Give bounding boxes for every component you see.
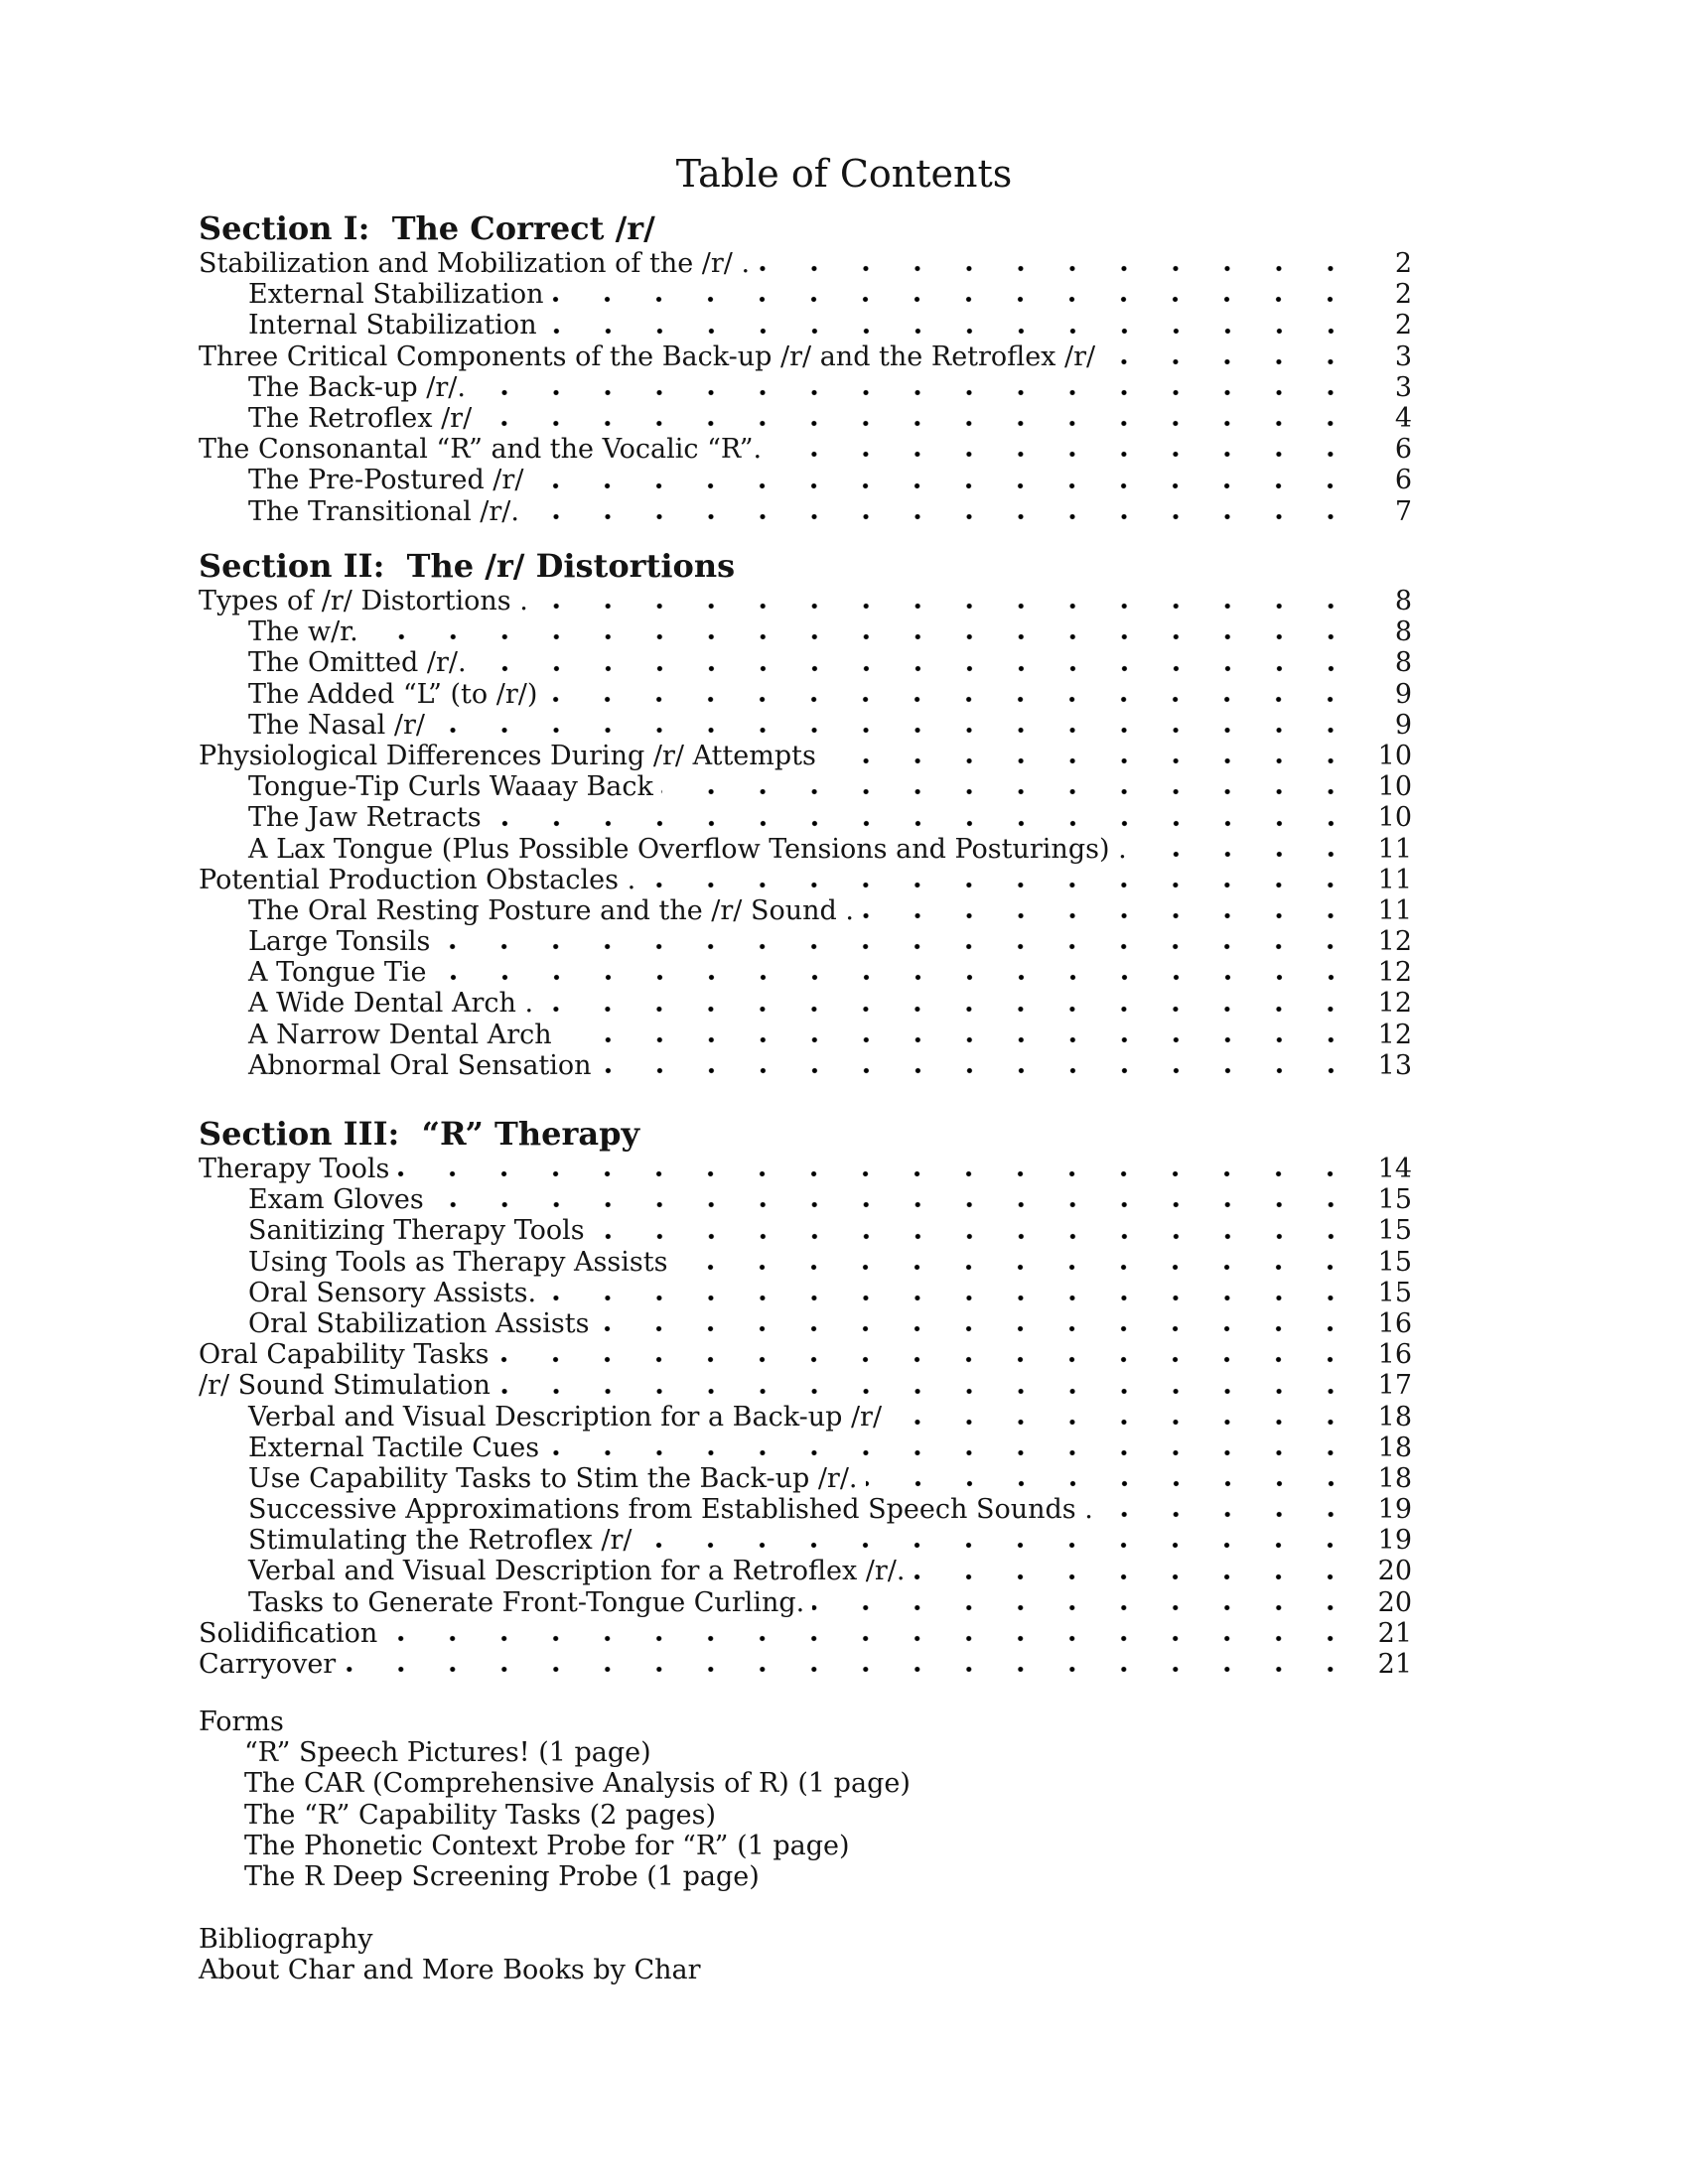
toc-entry bbox=[199, 1587, 1412, 1618]
toc-entry-label: Three Critical Components of the Back-up /r/ and the Retroflex /r/ bbox=[199, 341, 1096, 372]
toc-entry bbox=[199, 248, 1412, 279]
dot-leader bbox=[490, 802, 1356, 833]
toc-entry-page: 13 bbox=[1377, 1049, 1412, 1081]
toc-entry bbox=[199, 1525, 1412, 1556]
toc-entry-page: 7 bbox=[1394, 495, 1412, 527]
dot-leader bbox=[1103, 341, 1356, 372]
toc-entry bbox=[199, 802, 1412, 833]
toc-entry-label: A Wide Dental Arch . bbox=[248, 988, 534, 1020]
dot-leader bbox=[600, 1050, 1356, 1081]
form-item: The Phonetic Context Probe for “R” (1 page) bbox=[244, 1830, 850, 1861]
toc-section-3 bbox=[199, 1114, 1412, 1680]
toc-entry-label: External Stabilization bbox=[248, 279, 544, 311]
toc-entry bbox=[199, 926, 1412, 957]
toc-entry-label: Successive Approximations from Established Speech Sounds . bbox=[248, 1494, 1093, 1526]
dot-leader bbox=[544, 1278, 1356, 1308]
toc-entry-page: 16 bbox=[1377, 1339, 1412, 1371]
dot-leader bbox=[498, 1370, 1356, 1401]
toc-entry-label: Stimulating the Retroflex /r/ bbox=[248, 1525, 633, 1557]
toc-entry-page: 8 bbox=[1394, 647, 1412, 679]
toc-entry bbox=[199, 679, 1412, 710]
dot-leader bbox=[639, 1525, 1356, 1556]
toc-entry-label: Types of /r/ Distortions . bbox=[199, 586, 528, 616]
toc-entry bbox=[199, 1020, 1412, 1050]
toc-entry bbox=[199, 988, 1412, 1019]
toc-entry-page: 11 bbox=[1377, 894, 1412, 926]
footer-block bbox=[199, 1924, 1412, 1985]
toc-entry-label: The Jaw Retracts bbox=[248, 802, 482, 834]
toc-entry-page: 20 bbox=[1377, 1586, 1412, 1618]
toc-section-2 bbox=[199, 546, 1412, 1081]
toc-entry bbox=[199, 1618, 1412, 1649]
toc-entry-label: Abnormal Oral Sensation bbox=[248, 1049, 592, 1081]
toc-entry bbox=[199, 1370, 1412, 1401]
toc-entry-label: Large Tonsils bbox=[248, 926, 431, 958]
dot-leader bbox=[597, 1308, 1356, 1339]
toc-entry-label: A Tongue Tie bbox=[248, 957, 427, 989]
form-item: The R Deep Screening Probe (1 page) bbox=[244, 1861, 760, 1893]
toc-entry bbox=[199, 1402, 1412, 1433]
section-1-heading: Section I: The Correct /r/ bbox=[199, 209, 655, 247]
toc-entry-page: 11 bbox=[1377, 864, 1412, 895]
dot-leader bbox=[531, 465, 1356, 495]
toc-entry-page: 8 bbox=[1394, 616, 1412, 648]
dot-leader bbox=[661, 771, 1356, 802]
section-2-heading: Section II: The /r/ Distortions bbox=[199, 547, 736, 585]
toc-entry-label: /r/ Sound Stimulation bbox=[199, 1370, 491, 1402]
toc-entry-page: 12 bbox=[1377, 926, 1412, 958]
toc-entry-label: Oral Sensory Assists. bbox=[248, 1277, 537, 1308]
toc-entry-page: 20 bbox=[1377, 1556, 1412, 1587]
toc-entry-page: 15 bbox=[1377, 1184, 1412, 1216]
dot-leader bbox=[397, 1154, 1356, 1184]
toc-entry bbox=[199, 1247, 1412, 1278]
dot-leader bbox=[536, 586, 1356, 616]
toc-entry-page: 19 bbox=[1377, 1525, 1412, 1557]
toc-entry-page: 18 bbox=[1377, 1462, 1412, 1494]
dot-leader bbox=[675, 1247, 1356, 1278]
dot-leader bbox=[913, 1556, 1356, 1586]
toc-entry bbox=[199, 586, 1412, 616]
toc-entry-label: Therapy Tools bbox=[199, 1154, 390, 1184]
toc-entry-label: The Back-up /r/. bbox=[248, 371, 466, 403]
dot-leader bbox=[433, 710, 1356, 741]
toc-entry-page: 11 bbox=[1377, 833, 1412, 865]
toc-entry-page: 2 bbox=[1394, 279, 1412, 311]
dot-leader bbox=[541, 988, 1356, 1019]
toc-entry bbox=[199, 647, 1412, 678]
toc-entry-page: 12 bbox=[1377, 1019, 1412, 1050]
toc-entry-page: 9 bbox=[1394, 678, 1412, 710]
dot-leader bbox=[1101, 1494, 1356, 1525]
toc-entry-label: Potential Production Obstacles . bbox=[199, 864, 636, 895]
toc-entry-label: A Lax Tongue (Plus Possible Overflow Tensions and Posturings) . bbox=[248, 833, 1127, 865]
toc-entry-page: 6 bbox=[1394, 465, 1412, 496]
form-item: The CAR (Comprehensive Analysis of R) (1 page) bbox=[244, 1768, 911, 1800]
form-item: “R” Speech Pictures! (1 page) bbox=[244, 1737, 651, 1769]
toc-rows-section-2 bbox=[199, 586, 1412, 1081]
dot-leader bbox=[593, 1215, 1356, 1246]
toc-entry-page: 3 bbox=[1394, 341, 1412, 372]
dot-leader bbox=[545, 310, 1356, 341]
toc-entry bbox=[199, 1649, 1412, 1680]
toc-entry-page: 21 bbox=[1377, 1617, 1412, 1649]
dot-leader bbox=[480, 403, 1356, 434]
toc-entry-label: Oral Capability Tasks bbox=[199, 1339, 490, 1371]
toc-entry-label: Oral Stabilization Assists bbox=[248, 1307, 590, 1339]
dot-leader bbox=[435, 957, 1357, 988]
dot-leader bbox=[758, 248, 1356, 279]
dot-leader bbox=[344, 1649, 1356, 1680]
toc-entry bbox=[199, 865, 1412, 895]
toc-entry-label: Solidification bbox=[199, 1617, 378, 1649]
toc-entry bbox=[199, 1556, 1412, 1586]
dot-leader bbox=[527, 496, 1356, 527]
dot-leader bbox=[812, 1587, 1356, 1618]
footer-line: About Char and More Books by Char bbox=[199, 1955, 701, 1986]
dot-leader bbox=[866, 1463, 1356, 1494]
toc-entry-label: The Added “L” (to /r/) bbox=[248, 678, 538, 710]
dot-leader bbox=[385, 1618, 1356, 1649]
toc-entry-label: Verbal and Visual Description for a Retroflex /r/. bbox=[248, 1556, 906, 1587]
toc-entry-page: 19 bbox=[1377, 1494, 1412, 1526]
toc-entry-page: 15 bbox=[1377, 1215, 1412, 1247]
toc-entry-label: The Consonantal “R” and the Vocalic “R”. bbox=[199, 434, 763, 466]
toc-entry bbox=[199, 279, 1412, 310]
toc-section-1 bbox=[199, 208, 1412, 527]
toc-entry bbox=[199, 496, 1412, 527]
toc-entry-page: 21 bbox=[1377, 1649, 1412, 1680]
toc-entry-page: 2 bbox=[1394, 310, 1412, 341]
toc-entry bbox=[199, 1154, 1412, 1184]
dot-leader bbox=[547, 1433, 1356, 1463]
toc-entry-page: 10 bbox=[1377, 740, 1412, 771]
toc-entry-label: Tongue-Tip Curls Waaay Back bbox=[248, 771, 653, 803]
toc-entry bbox=[199, 1215, 1412, 1246]
toc-entry-label: Internal Stabilization bbox=[248, 310, 537, 341]
toc-entry bbox=[199, 1463, 1412, 1494]
toc-entry-label: The Transitional /r/. bbox=[248, 495, 519, 527]
toc-entry bbox=[199, 1494, 1412, 1525]
forms-block bbox=[199, 1706, 1412, 1892]
footer-line: Bibliography bbox=[199, 1924, 373, 1955]
toc-entry-label: A Narrow Dental Arch bbox=[248, 1019, 552, 1050]
toc-rows-section-1 bbox=[199, 248, 1412, 527]
dot-leader bbox=[560, 1020, 1356, 1050]
toc-entry-page: 6 bbox=[1394, 434, 1412, 466]
toc-entry bbox=[199, 1339, 1412, 1370]
toc-entry-page: 9 bbox=[1394, 709, 1412, 741]
toc-entry-label: Tasks to Generate Front-Tongue Curling. bbox=[248, 1586, 805, 1618]
toc-entry bbox=[199, 741, 1412, 771]
dot-leader bbox=[474, 372, 1356, 403]
toc-entry-label: The Retroflex /r/ bbox=[248, 402, 473, 434]
toc-entry-label: The Nasal /r/ bbox=[248, 709, 425, 741]
toc-entry-page: 12 bbox=[1377, 988, 1412, 1020]
dot-leader bbox=[475, 647, 1356, 678]
toc-entry bbox=[199, 1433, 1412, 1463]
dot-leader bbox=[545, 679, 1356, 710]
toc-entry bbox=[199, 616, 1412, 647]
toc-entry bbox=[199, 895, 1412, 926]
toc-entry bbox=[199, 372, 1412, 403]
toc-entry-page: 10 bbox=[1377, 802, 1412, 834]
toc-entry bbox=[199, 771, 1412, 802]
toc-rows-section-3 bbox=[199, 1154, 1412, 1680]
toc-entry-label: Sanitizing Therapy Tools bbox=[248, 1215, 585, 1247]
toc-entry-page: 17 bbox=[1377, 1370, 1412, 1402]
form-item: The “R” Capability Tasks (2 pages) bbox=[244, 1799, 717, 1831]
dot-leader bbox=[824, 741, 1356, 771]
toc-entry-page: 12 bbox=[1377, 957, 1412, 989]
toc-entry-label: Physiological Differences During /r/ Attempts bbox=[199, 740, 816, 771]
toc-entry bbox=[199, 310, 1412, 341]
toc-entry-page: 15 bbox=[1377, 1246, 1412, 1278]
toc-entry-page: 14 bbox=[1377, 1154, 1412, 1184]
toc-entry-label: Stabilization and Mobilization of the /r/ . bbox=[199, 248, 751, 279]
toc-entry-label: The Oral Resting Posture and the /r/ Sound . bbox=[248, 894, 854, 926]
toc-entry-page: 16 bbox=[1377, 1307, 1412, 1339]
dot-leader bbox=[862, 895, 1356, 926]
toc-entry-label: Verbal and Visual Description for a Back-up /r/ bbox=[248, 1401, 883, 1433]
dot-leader bbox=[551, 279, 1356, 310]
toc-entry-page: 2 bbox=[1394, 248, 1412, 279]
toc-entry-page: 3 bbox=[1394, 371, 1412, 403]
toc-entry bbox=[199, 710, 1412, 741]
dot-leader bbox=[770, 434, 1356, 465]
toc-entry bbox=[199, 1050, 1412, 1081]
toc-entry-label: Carryover bbox=[199, 1649, 337, 1680]
toc-entry bbox=[199, 1308, 1412, 1339]
toc-entry-label: The Omitted /r/. bbox=[248, 647, 467, 679]
section-3-heading: Section III: “R” Therapy bbox=[199, 1115, 640, 1153]
forms-heading: Forms bbox=[199, 1706, 284, 1737]
dot-leader bbox=[438, 926, 1356, 957]
page-title: Table of Contents bbox=[675, 152, 1013, 196]
toc-entry-page: 8 bbox=[1394, 586, 1412, 616]
toc-entry-label: Use Capability Tasks to Stim the Back-up /r/. bbox=[248, 1462, 858, 1494]
dot-leader bbox=[432, 1184, 1356, 1215]
toc-entry bbox=[199, 1278, 1412, 1308]
dot-leader bbox=[643, 865, 1356, 895]
toc-entry-page: 18 bbox=[1377, 1432, 1412, 1463]
toc-entry-page: 18 bbox=[1377, 1401, 1412, 1433]
toc-entry-label: External Tactile Cues bbox=[248, 1432, 540, 1463]
forms-items bbox=[199, 1737, 1412, 1892]
toc-entry-label: The Pre-Postured /r/ bbox=[248, 465, 524, 496]
toc-entry bbox=[199, 1184, 1412, 1215]
dot-leader bbox=[890, 1402, 1356, 1433]
toc-entry bbox=[199, 403, 1412, 434]
toc-entry bbox=[199, 957, 1412, 988]
toc-entry-label: The w/r. bbox=[248, 616, 358, 648]
toc-entry-page: 4 bbox=[1394, 402, 1412, 434]
dot-leader bbox=[1135, 834, 1356, 865]
toc-entry bbox=[199, 434, 1412, 465]
toc-entry-label: Using Tools as Therapy Assists bbox=[248, 1246, 668, 1278]
toc-entry-label: Exam Gloves bbox=[248, 1184, 424, 1216]
toc-entry bbox=[199, 834, 1412, 865]
toc-entry-page: 10 bbox=[1377, 771, 1412, 803]
toc-entry bbox=[199, 465, 1412, 495]
dot-leader bbox=[496, 1339, 1356, 1370]
toc-entry bbox=[199, 341, 1412, 372]
dot-leader bbox=[366, 616, 1356, 647]
toc-entry-page: 15 bbox=[1377, 1277, 1412, 1308]
